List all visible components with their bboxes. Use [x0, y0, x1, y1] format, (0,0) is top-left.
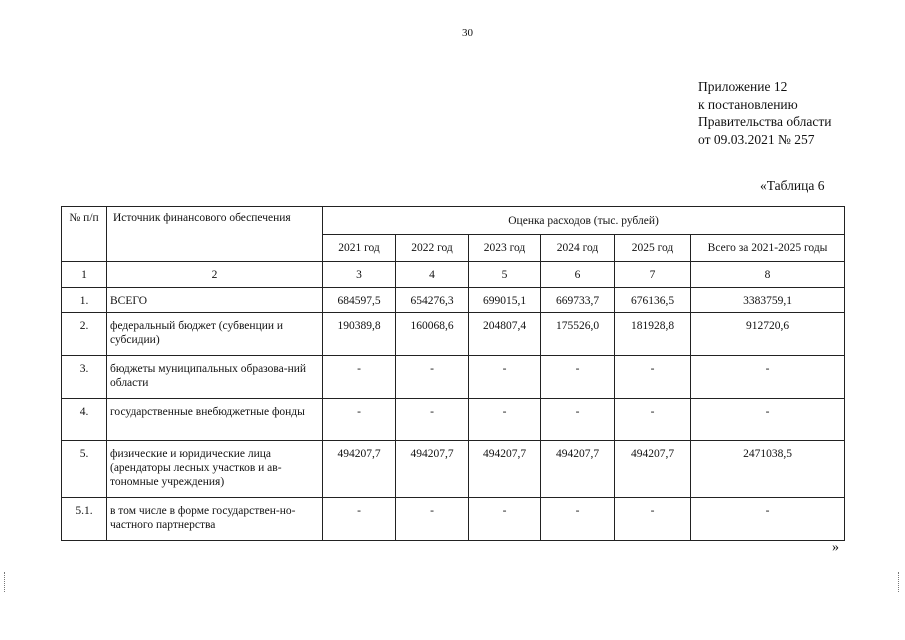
header-total: Всего за 2021-2025 годы — [691, 235, 845, 262]
row-total: - — [691, 498, 845, 541]
row-value: - — [323, 356, 396, 399]
row-value: 494207,7 — [469, 441, 541, 498]
column-number: 2 — [107, 262, 323, 288]
table-row — [62, 498, 845, 541]
row-number: 2. — [62, 313, 107, 356]
column-number: 3 — [323, 262, 396, 288]
row-number: 3. — [62, 356, 107, 399]
scan-edge-mark — [898, 572, 902, 592]
row-value: 494207,7 — [541, 441, 615, 498]
table-row — [62, 356, 845, 399]
table-row — [62, 313, 845, 356]
column-number: 8 — [691, 262, 845, 288]
row-value: 684597,5 — [323, 288, 396, 313]
row-value: 494207,7 — [615, 441, 691, 498]
row-value: 190389,8 — [323, 313, 396, 356]
header-year: 2023 год — [469, 235, 541, 262]
row-value: 669733,7 — [541, 288, 615, 313]
row-value: - — [615, 399, 691, 441]
row-source: бюджеты муниципальных образова-ний области — [107, 356, 323, 399]
table-row — [62, 441, 845, 498]
header-no: № п/п — [62, 207, 107, 262]
row-number: 4. — [62, 399, 107, 441]
appendix-line: от 09.03.2021 № 257 — [698, 131, 815, 147]
row-total: 3383759,1 — [691, 288, 845, 313]
page-number: 30 — [462, 27, 473, 39]
scan-edge-mark — [4, 572, 8, 592]
header-year: 2022 год — [396, 235, 469, 262]
row-total: 912720,6 — [691, 313, 845, 356]
appendix-line: Приложение 12 — [698, 79, 788, 94]
column-number-row — [62, 262, 845, 288]
row-number: 5.1. — [62, 498, 107, 541]
header-year: 2025 год — [615, 235, 691, 262]
row-source: в том числе в форме государствен-но-частного партнерства — [107, 498, 323, 541]
row-source: физические и юридические лица (арендаторы лесных участков и ав-тономные учреждения) — [107, 441, 323, 498]
row-value: 699015,1 — [469, 288, 541, 313]
row-value: 494207,7 — [323, 441, 396, 498]
row-value: - — [396, 498, 469, 541]
column-number: 7 — [615, 262, 691, 288]
row-value: 175526,0 — [541, 313, 615, 356]
row-value: - — [541, 399, 615, 441]
column-number: 4 — [396, 262, 469, 288]
row-value: 181928,8 — [615, 313, 691, 356]
header-year: 2024 год — [541, 235, 615, 262]
row-value: - — [396, 399, 469, 441]
header-source: Источник финансового обеспечения — [107, 207, 323, 262]
table-row — [62, 288, 845, 313]
table-caption: «Таблица 6 — [760, 178, 825, 193]
row-source: государственные внебюджетные фонды — [107, 399, 323, 441]
row-value: - — [469, 399, 541, 441]
closing-quote: » — [832, 540, 839, 555]
column-number: 5 — [469, 262, 541, 288]
row-value: 204807,4 — [469, 313, 541, 356]
row-value: - — [469, 498, 541, 541]
row-number: 5. — [62, 441, 107, 498]
row-value: - — [615, 356, 691, 399]
row-value: - — [323, 498, 396, 541]
header-year: 2021 год — [323, 235, 396, 262]
row-value: - — [323, 399, 396, 441]
row-number: 1. — [62, 288, 107, 313]
budget-table — [61, 206, 845, 541]
column-number: 6 — [541, 262, 615, 288]
row-value: 160068,6 — [396, 313, 469, 356]
row-source: федеральный бюджет (субвенции и субсидии) — [107, 313, 323, 356]
row-total: 2471038,5 — [691, 441, 845, 498]
row-total: - — [691, 356, 845, 399]
appendix-line: Правительства области — [698, 114, 832, 129]
row-source: ВСЕГО — [107, 288, 323, 313]
row-value: - — [396, 356, 469, 399]
header-estimate: Оценка расходов (тыс. рублей) — [323, 207, 845, 235]
appendix-block — [698, 78, 831, 148]
row-value: 676136,5 — [615, 288, 691, 313]
row-value: 494207,7 — [396, 441, 469, 498]
row-total: - — [691, 399, 845, 441]
table-row — [62, 399, 845, 441]
row-value: - — [615, 498, 691, 541]
appendix-line: к постановлению — [698, 96, 798, 112]
column-number: 1 — [62, 262, 107, 288]
row-value: - — [541, 356, 615, 399]
row-value: 654276,3 — [396, 288, 469, 313]
row-value: - — [541, 498, 615, 541]
row-value: - — [469, 356, 541, 399]
